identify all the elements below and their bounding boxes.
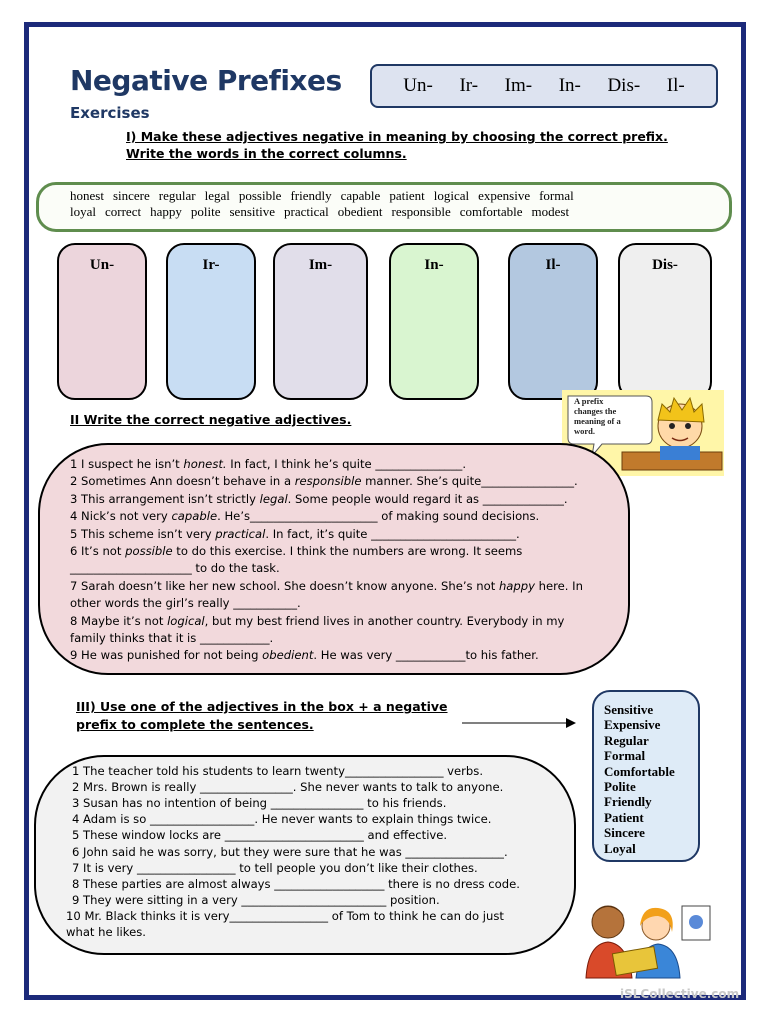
sentence-text: here. In [534,578,583,593]
word-bank-word: possible [238,188,282,203]
adjective-box [592,690,700,862]
column-im[interactable] [273,243,368,400]
column-label: Ir- [202,257,220,273]
prefix-list-box [370,64,718,108]
adjective-item: Friendly [604,794,652,810]
exercise2-sentence [70,578,583,595]
sentence-text: 1 I suspect he isn’t [70,457,184,471]
sentence-text: other words the girl’s really ___________. [70,596,301,611]
column-label: Im- [308,257,333,273]
adjective-item: Sensitive [604,702,654,717]
word-bank-word: legal [204,188,230,203]
emphasized-adjective: honest. [183,457,227,471]
column-label: Un- [89,257,115,273]
word-bank-word: patient [389,188,425,203]
note-line: word. [574,426,596,436]
word-bank-word: capable [340,188,381,203]
exercise3-sentence: 5 These window locks are ________________________ and effective. [72,828,448,843]
adjective-item: Polite [604,779,636,795]
exercise2-instruction: II Write the correct negative adjectives. [70,412,352,427]
word-bank-word: comfortable [459,204,523,219]
adjective-item: Loyal [604,840,636,856]
sentence-text: to do this exercise. I think the numbers are wrong. It seems [172,544,523,558]
column-in[interactable] [389,243,479,400]
exercise2-sentence [70,613,564,630]
prefix-item: Im- [504,75,533,96]
exercise2-sentence [70,526,520,543]
exercise1-instruction: I) Make these adjectives negative in meaning by choosing the correct prefix. Write the words in the correct columns. [126,129,668,161]
word-bank-word: sensitive [229,204,275,219]
adjective-item: Sincere [604,825,645,841]
exercise3-sentence: 6 John said he was sorry, but they were sure that he was _________________. [72,844,508,859]
column-un[interactable] [57,243,147,400]
page-subtitle: Exercises [70,104,150,122]
emphasized-adjective: obedient [262,648,314,663]
prefix-item: Dis- [607,75,641,96]
exercise2-sentence [70,595,301,612]
sentence-text: 2 Sometimes Ann doesn’t behave in a [70,474,295,489]
exercise3-sentence: 9 They were sitting in a very _________________________ position. [72,892,440,907]
exercise2-sentence [70,456,466,473]
students-reading-illustration [566,892,716,984]
adjective-item: Comfortable [604,763,675,779]
word-bank-word: responsible [391,204,451,219]
column-ir[interactable] [166,243,256,400]
emphasized-adjective: happy [498,578,535,593]
exercise3-sentence: 3 Susan has no intention of being ________________ to his friends. [72,796,447,811]
exercise2-sentence [70,473,578,490]
sentence-text: family thinks that it is ____________. [70,631,274,645]
exercise2-sentence [70,560,280,577]
word-bank-word: friendly [290,188,332,203]
word-bank-word: sincere [112,188,150,203]
emphasized-adjective: practical [215,526,266,541]
exercise2-sentence [70,508,539,525]
exercise3-sentence: 7 It is very _________________ to tell people you don’t like their clothes. [72,860,478,875]
emphasized-adjective: possible [125,544,173,558]
column-label: Dis- [652,257,678,273]
sentence-text: 3 This arrangement isn’t strictly [70,491,260,506]
sentence-text: . Some people would regard it as ______________. [287,491,568,506]
word-bank-word: expensive [478,188,531,203]
column-il[interactable] [508,243,598,400]
exercise3-sentence: 4 Adam is so __________________. He never wants to explain things twice. [72,812,492,827]
word-bank-word: logical [433,188,470,203]
word-bank-word: honest [70,188,104,203]
sentence-text: 7 Sarah doesn’t like her new school. She doesn’t know anyone. She’s not [70,578,499,593]
sentence-text: . In fact, it’s quite _________________________. [265,526,520,541]
word-bank-word: formal [539,188,574,203]
exercise2-sentence [70,647,539,664]
word-bank-row-1 [70,188,574,204]
exercise3-instruction: III) Use one of the adjectives in the box + a negative prefix to complete the sentences. [76,699,448,732]
exercise3-sentence: 1 The teacher told his students to learn twenty_________________ verbs. [72,764,484,778]
exercise3-sentence: 8 These parties are almost always ___________________ there is no dress code. [72,876,520,891]
note-line: meaning of a [574,416,621,426]
note-line: changes the [574,406,617,416]
sentence-text: 5 This scheme isn’t very [70,526,216,541]
exercise3-sentence: what he likes. [66,925,146,939]
sentence-text: 6 It’s not [70,544,126,558]
word-bank-row-2 [70,204,569,220]
word-bank-word: obedient [337,204,383,219]
emphasized-adjective: responsible [294,474,362,489]
page-title: Negative Prefixes [70,64,342,97]
adjective-item: Expensive [604,717,661,733]
watermark: iSLCollective.com [620,987,740,1001]
word-bank-word: modest [531,204,570,219]
note-line: A prefix [574,396,604,406]
sentence-text: . He’s______________________ of making sound decisions. [217,509,540,524]
exercise3-sentence: 10 Mr. Black thinks it is very_________________ of Tom to think he can do just [66,908,504,923]
sentence-text: _____________________ to do the task. [70,561,280,576]
word-bank-word: loyal [70,204,96,219]
sentence-text: , but my best friend lives in another country. Everybody in my [204,613,565,628]
exercise2-sentence [70,543,522,560]
word-bank-word: regular [158,188,196,203]
column-dis[interactable] [618,243,712,400]
adjective-item: Regular [604,732,649,748]
adjective-item: Patient [604,809,644,825]
prefix-item: Ir- [459,75,479,96]
prefix-item: Un- [403,75,433,96]
sentence-text: 9 He was punished for not being [70,648,263,663]
sentence-text: In fact, I think he’s quite _______________. [226,457,466,471]
sentence-text: manner. She’s quite________________. [361,474,578,489]
sentence-text: 4 Nick’s not very [70,509,172,524]
emphasized-adjective: logical [167,613,205,628]
exercise2-sentence [70,630,273,647]
exercise3-sentence: 2 Mrs. Brown is really ________________. She never wants to talk to anyone. [72,780,504,795]
exercise2-sentence [70,491,568,508]
word-bank-word: practical [283,204,329,219]
sentence-text: 8 Maybe it’s not [70,613,168,628]
prefix-item: In- [558,75,581,96]
arrow-icon [462,716,578,730]
column-label: Il- [545,257,561,273]
word-bank-word: happy [150,204,182,219]
word-bank-word: correct [105,204,142,219]
emphasized-adjective: capable [171,509,218,524]
emphasized-adjective: legal [259,491,288,506]
sentence-text: . He was very ____________to his father. [313,648,539,663]
adjective-item: Formal [604,748,646,764]
column-label: In- [424,257,444,273]
prefix-item: Il- [666,75,685,96]
word-bank-word: polite [190,204,221,219]
